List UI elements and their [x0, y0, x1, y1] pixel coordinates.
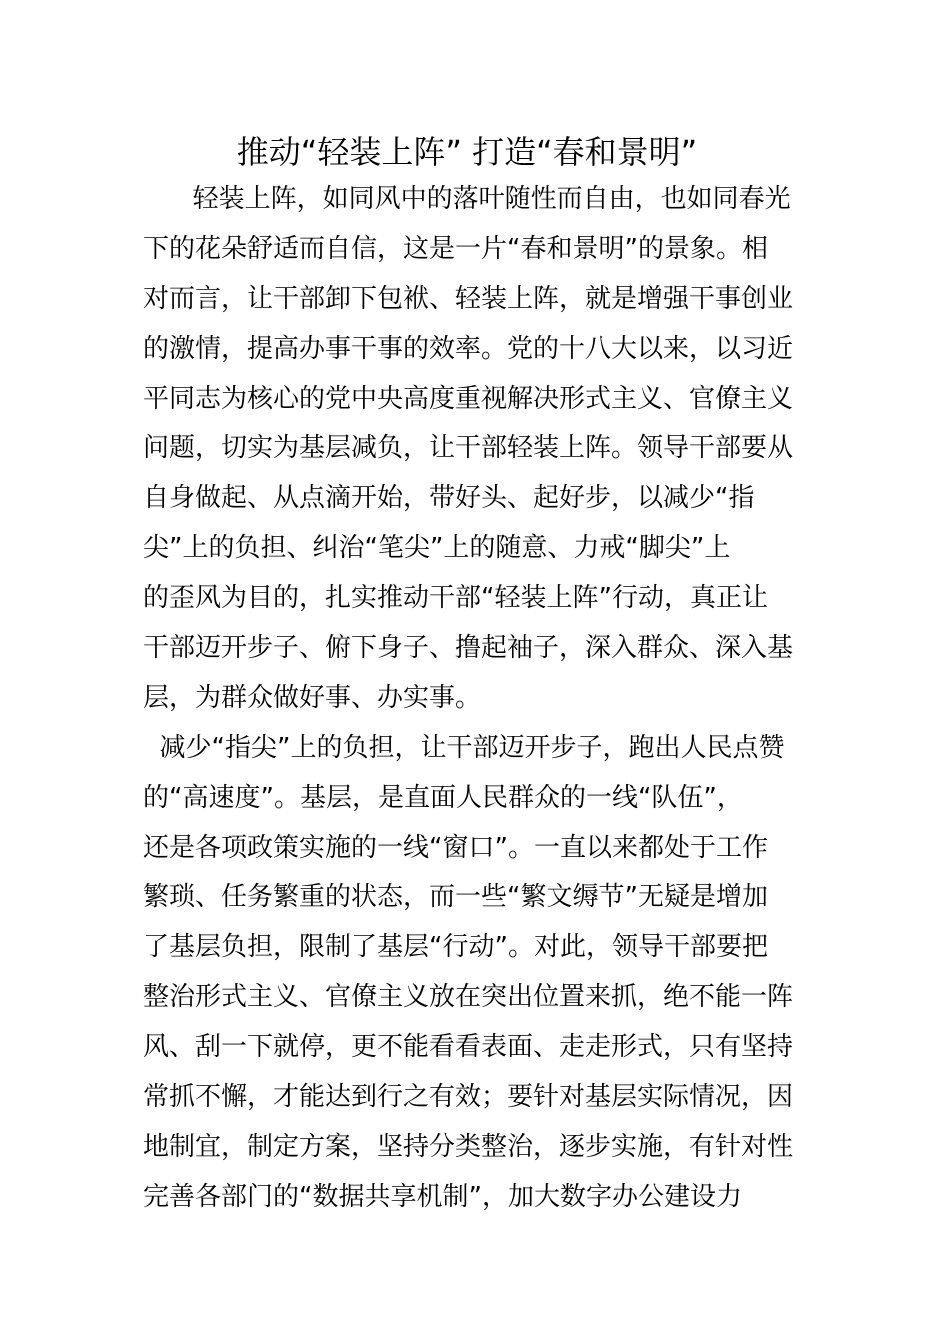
text-line: 整治形式主义、官僚主义放在突出位置来抓，绝不能一阵	[143, 982, 794, 1013]
text-line: 对而言，让干部卸下包袱、轻装上阵，就是增强干事创业	[143, 283, 794, 314]
text-line: 自身做起、从点滴开始，带好头、起好步，以减少“指	[143, 483, 755, 514]
text-line: 的歪风为目的，扎实推动干部“轻装上阵”行动，真正让	[143, 583, 768, 614]
text-line: 问题，切实为基层减负，让干部轻装上阵。领导干部要从	[143, 433, 794, 464]
document-body	[143, 175, 813, 1223]
text-line: 平同志为核心的党中央高度重视解决形式主义、官僚主义	[143, 383, 794, 414]
text-line: 还是各项政策实施的一线“窗口”。一直以来都处于工作	[143, 832, 768, 863]
text-line: 的激情，提高办事干事的效率。党的十八大以来，以习近	[143, 333, 794, 364]
text-line: 减少“指尖”上的负担，让干部迈开步子，跑出人民点赞	[143, 732, 785, 763]
text-line: 完善各部门的“数据共享机制”，加大数字办公建设力	[143, 1181, 742, 1212]
text-line: 的“高速度”。基层，是直面人民群众的一线“队伍”，	[143, 782, 743, 813]
text-line: 干部迈开步子、俯下身子、撸起袖子，深入群众、深入基	[143, 633, 794, 664]
text-line: 风、刮一下就停，更不能看看表面、走走形式，只有坚持	[143, 1032, 794, 1063]
text-line: 地制宜，制定方案，坚持分类整治，逐步实施，有针对性	[143, 1131, 794, 1162]
text-line: 繁琐、任务繁重的状态，而一些“繁文缛节”无疑是增加	[143, 882, 768, 913]
text-line: 层，为群众做好事、办实事。	[143, 682, 482, 713]
document-title: 推动“轻装上阵” 打造“春和景明”	[236, 133, 698, 171]
text-line: 尖”上的负担、纠治“笔尖”上的随意、力戒“脚尖”上	[143, 533, 731, 564]
text-line: 常抓不懈，才能达到行之有效；要针对基层实际情况，因	[143, 1082, 794, 1113]
text-line: 了基层负担，限制了基层“行动”。对此，领导干部要把	[143, 932, 768, 963]
text-line: 轻装上阵，如同风中的落叶随性而自由，也如同春光	[143, 184, 791, 214]
text-line: 下的花朵舒适而自信，这是一片“春和景明”的景象。相	[143, 233, 768, 264]
